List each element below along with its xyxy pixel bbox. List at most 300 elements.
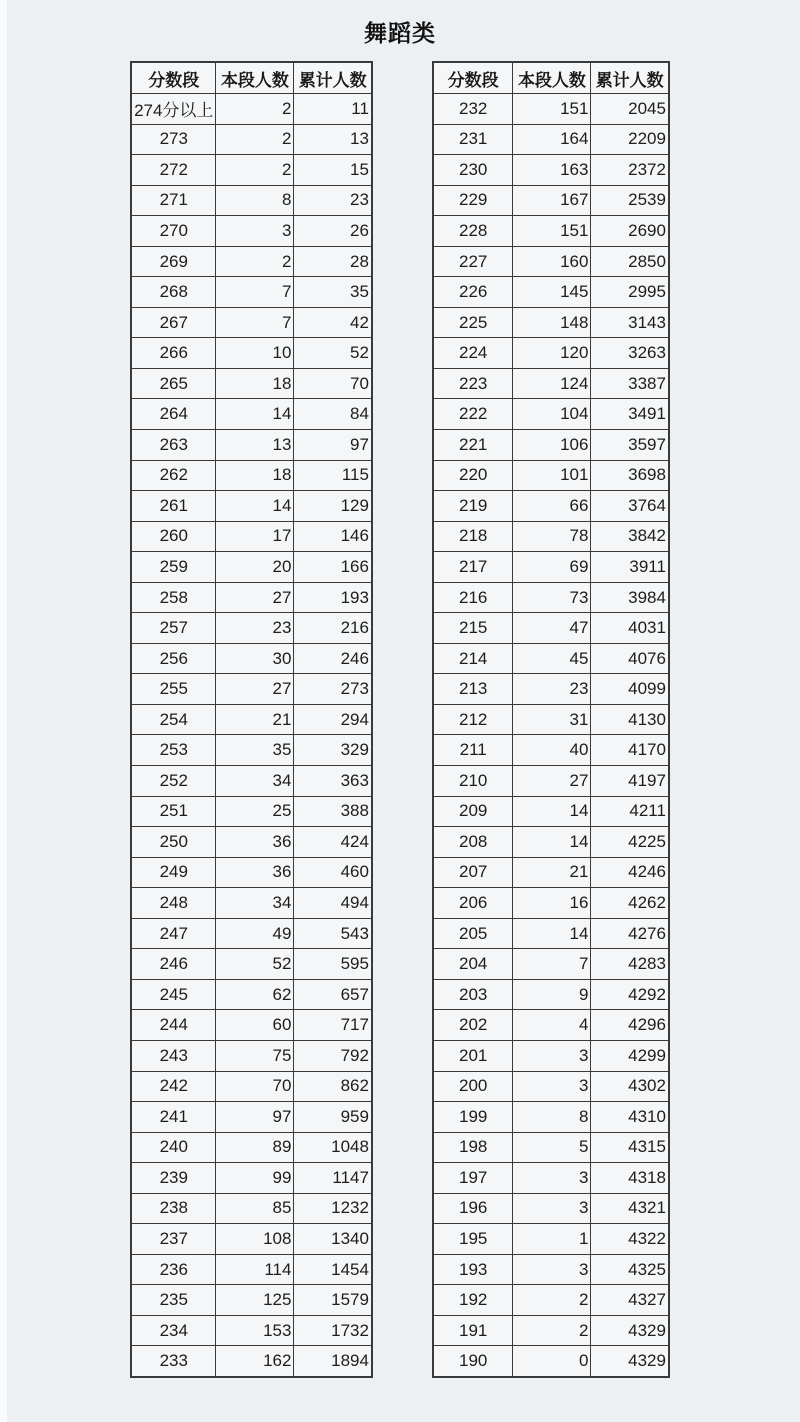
score-cell: 201 xyxy=(433,1040,513,1071)
table-row xyxy=(131,1071,372,1102)
score-cell: 264 xyxy=(131,399,216,430)
cumulative-count-cell: 4130 xyxy=(591,704,669,735)
segment-count-cell: 151 xyxy=(513,94,591,125)
table-row xyxy=(131,216,372,247)
table-row xyxy=(433,796,669,827)
score-cell: 256 xyxy=(131,643,216,674)
cumulative-count-cell: 2995 xyxy=(591,277,669,308)
segment-count-cell: 23 xyxy=(513,674,591,705)
score-cell: 240 xyxy=(131,1132,216,1163)
segment-count-cell: 31 xyxy=(513,704,591,735)
score-cell: 257 xyxy=(131,613,216,644)
cumulative-count-cell: 3387 xyxy=(591,368,669,399)
score-cell: 220 xyxy=(433,460,513,491)
score-cell: 204 xyxy=(433,949,513,980)
table-row xyxy=(131,888,372,919)
table-row xyxy=(131,430,372,461)
score-cell: 261 xyxy=(131,491,216,522)
score-cell: 247 xyxy=(131,918,216,949)
segment-count-cell: 23 xyxy=(216,613,294,644)
score-cell: 214 xyxy=(433,643,513,674)
cumulative-count-cell: 4211 xyxy=(591,796,669,827)
table-row xyxy=(433,1163,669,1194)
score-cell: 248 xyxy=(131,888,216,919)
table-row xyxy=(433,94,669,125)
table-row xyxy=(433,338,669,369)
segment-count-cell: 1 xyxy=(513,1224,591,1255)
cumulative-count-cell: 4322 xyxy=(591,1224,669,1255)
table-row xyxy=(433,277,669,308)
segment-count-cell: 36 xyxy=(216,857,294,888)
cumulative-count-cell: 4262 xyxy=(591,888,669,919)
score-cell: 242 xyxy=(131,1071,216,1102)
segment-count-cell: 14 xyxy=(513,918,591,949)
segment-count-cell: 167 xyxy=(513,185,591,216)
score-cell: 209 xyxy=(433,796,513,827)
score-cell: 224 xyxy=(433,338,513,369)
score-cell: 274分以上 xyxy=(131,94,216,125)
table-row xyxy=(131,735,372,766)
score-cell: 252 xyxy=(131,766,216,797)
segment-count-cell: 52 xyxy=(216,949,294,980)
segment-count-cell: 27 xyxy=(216,582,294,613)
column-header: 累计人数 xyxy=(591,62,669,94)
score-cell: 235 xyxy=(131,1285,216,1316)
cumulative-count-cell: 4302 xyxy=(591,1071,669,1102)
cumulative-count-cell: 460 xyxy=(294,857,372,888)
score-cell: 265 xyxy=(131,368,216,399)
header-row xyxy=(131,62,372,94)
cumulative-count-cell: 246 xyxy=(294,643,372,674)
score-cell: 267 xyxy=(131,307,216,338)
segment-count-cell: 49 xyxy=(216,918,294,949)
segment-count-cell: 2 xyxy=(513,1285,591,1316)
cumulative-count-cell: 1894 xyxy=(294,1346,372,1377)
cumulative-count-cell: 1147 xyxy=(294,1163,372,1194)
table-row xyxy=(433,1285,669,1316)
cumulative-count-cell: 2372 xyxy=(591,155,669,186)
segment-count-cell: 148 xyxy=(513,307,591,338)
table-row xyxy=(131,1315,372,1346)
table-row xyxy=(433,460,669,491)
score-cell: 258 xyxy=(131,582,216,613)
cumulative-count-cell: 146 xyxy=(294,521,372,552)
segment-count-cell: 3 xyxy=(513,1040,591,1071)
segment-count-cell: 18 xyxy=(216,368,294,399)
segment-count-cell: 10 xyxy=(216,338,294,369)
segment-count-cell: 20 xyxy=(216,552,294,583)
cumulative-count-cell: 329 xyxy=(294,735,372,766)
segment-count-cell: 106 xyxy=(513,430,591,461)
score-cell: 255 xyxy=(131,674,216,705)
cumulative-count-cell: 3984 xyxy=(591,582,669,613)
column-header: 分数段 xyxy=(131,62,216,94)
score-cell: 232 xyxy=(433,94,513,125)
table-row xyxy=(433,216,669,247)
score-cell: 193 xyxy=(433,1254,513,1285)
segment-count-cell: 73 xyxy=(513,582,591,613)
cumulative-count-cell: 4170 xyxy=(591,735,669,766)
score-cell: 260 xyxy=(131,521,216,552)
table-row xyxy=(433,491,669,522)
segment-count-cell: 97 xyxy=(216,1102,294,1133)
table-row xyxy=(131,1193,372,1224)
segment-count-cell: 5 xyxy=(513,1132,591,1163)
score-cell: 216 xyxy=(433,582,513,613)
table-row xyxy=(433,674,669,705)
score-table-right xyxy=(432,61,670,1378)
segment-count-cell: 7 xyxy=(513,949,591,980)
table-row xyxy=(131,766,372,797)
cumulative-count-cell: 1048 xyxy=(294,1132,372,1163)
cumulative-count-cell: 4276 xyxy=(591,918,669,949)
cumulative-count-cell: 4329 xyxy=(591,1315,669,1346)
table-row xyxy=(433,1224,669,1255)
cumulative-count-cell: 294 xyxy=(294,704,372,735)
cumulative-count-cell: 97 xyxy=(294,430,372,461)
segment-count-cell: 14 xyxy=(216,399,294,430)
cumulative-count-cell: 2045 xyxy=(591,94,669,125)
cumulative-count-cell: 1340 xyxy=(294,1224,372,1255)
score-cell: 217 xyxy=(433,552,513,583)
segment-count-cell: 16 xyxy=(513,888,591,919)
score-cell: 237 xyxy=(131,1224,216,1255)
cumulative-count-cell: 115 xyxy=(294,460,372,491)
segment-count-cell: 34 xyxy=(216,888,294,919)
segment-count-cell: 4 xyxy=(513,1010,591,1041)
score-cell: 268 xyxy=(131,277,216,308)
score-cell: 262 xyxy=(131,460,216,491)
score-cell: 198 xyxy=(433,1132,513,1163)
table-row xyxy=(433,704,669,735)
cumulative-count-cell: 3764 xyxy=(591,491,669,522)
segment-count-cell: 124 xyxy=(513,368,591,399)
table-row xyxy=(433,399,669,430)
table-row xyxy=(433,888,669,919)
segment-count-cell: 75 xyxy=(216,1040,294,1071)
score-cell: 190 xyxy=(433,1346,513,1377)
score-cell: 218 xyxy=(433,521,513,552)
cumulative-count-cell: 3263 xyxy=(591,338,669,369)
score-cell: 228 xyxy=(433,216,513,247)
table-row xyxy=(131,1254,372,1285)
table-row xyxy=(433,246,669,277)
segment-count-cell: 125 xyxy=(216,1285,294,1316)
cumulative-count-cell: 3911 xyxy=(591,552,669,583)
table-row xyxy=(131,307,372,338)
score-cell: 195 xyxy=(433,1224,513,1255)
score-cell: 250 xyxy=(131,827,216,858)
segment-count-cell: 120 xyxy=(513,338,591,369)
cumulative-count-cell: 4246 xyxy=(591,857,669,888)
cumulative-count-cell: 959 xyxy=(294,1102,372,1133)
cumulative-count-cell: 4031 xyxy=(591,613,669,644)
table-row xyxy=(433,1132,669,1163)
segment-count-cell: 36 xyxy=(216,827,294,858)
tables-container xyxy=(0,61,800,1378)
table-row xyxy=(131,827,372,858)
column-header: 本段人数 xyxy=(216,62,294,94)
cumulative-count-cell: 657 xyxy=(294,979,372,1010)
table-row xyxy=(433,735,669,766)
score-cell: 249 xyxy=(131,857,216,888)
cumulative-count-cell: 166 xyxy=(294,552,372,583)
score-cell: 202 xyxy=(433,1010,513,1041)
segment-count-cell: 3 xyxy=(513,1163,591,1194)
segment-count-cell: 104 xyxy=(513,399,591,430)
score-cell: 236 xyxy=(131,1254,216,1285)
table-row xyxy=(433,1193,669,1224)
table-row xyxy=(433,430,669,461)
table-row xyxy=(131,949,372,980)
score-cell: 244 xyxy=(131,1010,216,1041)
segment-count-cell: 145 xyxy=(513,277,591,308)
column-header: 分数段 xyxy=(433,62,513,94)
segment-count-cell: 21 xyxy=(513,857,591,888)
cumulative-count-cell: 4283 xyxy=(591,949,669,980)
score-cell: 254 xyxy=(131,704,216,735)
segment-count-cell: 89 xyxy=(216,1132,294,1163)
segment-count-cell: 18 xyxy=(216,460,294,491)
segment-count-cell: 69 xyxy=(513,552,591,583)
score-cell: 222 xyxy=(433,399,513,430)
cumulative-count-cell: 273 xyxy=(294,674,372,705)
cumulative-count-cell: 2850 xyxy=(591,246,669,277)
segment-count-cell: 162 xyxy=(216,1346,294,1377)
table-row xyxy=(433,979,669,1010)
segment-count-cell: 27 xyxy=(216,674,294,705)
cumulative-count-cell: 3842 xyxy=(591,521,669,552)
cumulative-count-cell: 4315 xyxy=(591,1132,669,1163)
segment-count-cell: 108 xyxy=(216,1224,294,1255)
cumulative-count-cell: 4329 xyxy=(591,1346,669,1377)
segment-count-cell: 47 xyxy=(513,613,591,644)
cumulative-count-cell: 84 xyxy=(294,399,372,430)
score-cell: 230 xyxy=(433,155,513,186)
table-row xyxy=(131,1132,372,1163)
score-cell: 211 xyxy=(433,735,513,766)
score-cell: 223 xyxy=(433,368,513,399)
cumulative-count-cell: 3597 xyxy=(591,430,669,461)
score-cell: 253 xyxy=(131,735,216,766)
table-row xyxy=(433,1040,669,1071)
score-cell: 271 xyxy=(131,185,216,216)
cumulative-count-cell: 4076 xyxy=(591,643,669,674)
segment-count-cell: 2 xyxy=(216,155,294,186)
cumulative-count-cell: 4321 xyxy=(591,1193,669,1224)
segment-count-cell: 27 xyxy=(513,766,591,797)
cumulative-count-cell: 3143 xyxy=(591,307,669,338)
score-cell: 259 xyxy=(131,552,216,583)
table-row xyxy=(131,1010,372,1041)
segment-count-cell: 60 xyxy=(216,1010,294,1041)
segment-count-cell: 164 xyxy=(513,124,591,155)
table-row xyxy=(433,1346,669,1377)
cumulative-count-cell: 1232 xyxy=(294,1193,372,1224)
cumulative-count-cell: 4318 xyxy=(591,1163,669,1194)
table-row xyxy=(131,399,372,430)
score-cell: 270 xyxy=(131,216,216,247)
score-cell: 269 xyxy=(131,246,216,277)
cumulative-count-cell: 129 xyxy=(294,491,372,522)
score-cell: 208 xyxy=(433,827,513,858)
cumulative-count-cell: 3698 xyxy=(591,460,669,491)
segment-count-cell: 114 xyxy=(216,1254,294,1285)
table-row xyxy=(131,918,372,949)
segment-count-cell: 3 xyxy=(513,1071,591,1102)
segment-count-cell: 163 xyxy=(513,155,591,186)
cumulative-count-cell: 193 xyxy=(294,582,372,613)
score-cell: 203 xyxy=(433,979,513,1010)
table-row xyxy=(433,918,669,949)
score-cell: 225 xyxy=(433,307,513,338)
segment-count-cell: 101 xyxy=(513,460,591,491)
segment-count-cell: 25 xyxy=(216,796,294,827)
cumulative-count-cell: 4310 xyxy=(591,1102,669,1133)
column-header: 累计人数 xyxy=(294,62,372,94)
score-cell: 212 xyxy=(433,704,513,735)
cumulative-count-cell: 4099 xyxy=(591,674,669,705)
cumulative-count-cell: 2690 xyxy=(591,216,669,247)
score-cell: 219 xyxy=(433,491,513,522)
cumulative-count-cell: 424 xyxy=(294,827,372,858)
table-row xyxy=(131,643,372,674)
cumulative-count-cell: 1454 xyxy=(294,1254,372,1285)
segment-count-cell: 0 xyxy=(513,1346,591,1377)
table-row xyxy=(433,1102,669,1133)
table-row xyxy=(433,552,669,583)
table-row xyxy=(131,582,372,613)
table-row xyxy=(433,155,669,186)
cumulative-count-cell: 216 xyxy=(294,613,372,644)
segment-count-cell: 3 xyxy=(513,1254,591,1285)
segment-count-cell: 21 xyxy=(216,704,294,735)
score-cell: 251 xyxy=(131,796,216,827)
score-cell: 239 xyxy=(131,1163,216,1194)
cumulative-count-cell: 70 xyxy=(294,368,372,399)
segment-count-cell: 160 xyxy=(513,246,591,277)
cumulative-count-cell: 3491 xyxy=(591,399,669,430)
score-cell: 234 xyxy=(131,1315,216,1346)
segment-count-cell: 3 xyxy=(216,216,294,247)
score-table-left xyxy=(130,61,373,1378)
segment-count-cell: 2 xyxy=(513,1315,591,1346)
score-cell: 205 xyxy=(433,918,513,949)
table-row xyxy=(131,277,372,308)
table-row xyxy=(433,1254,669,1285)
table-row xyxy=(131,124,372,155)
table-row xyxy=(131,552,372,583)
cumulative-count-cell: 595 xyxy=(294,949,372,980)
table-row xyxy=(131,521,372,552)
table-row xyxy=(131,338,372,369)
segment-count-cell: 45 xyxy=(513,643,591,674)
segment-count-cell: 99 xyxy=(216,1163,294,1194)
table-row xyxy=(131,185,372,216)
score-cell: 213 xyxy=(433,674,513,705)
score-cell: 191 xyxy=(433,1315,513,1346)
score-cell: 231 xyxy=(433,124,513,155)
cumulative-count-cell: 42 xyxy=(294,307,372,338)
cumulative-count-cell: 388 xyxy=(294,796,372,827)
score-cell: 246 xyxy=(131,949,216,980)
score-cell: 221 xyxy=(433,430,513,461)
cumulative-count-cell: 28 xyxy=(294,246,372,277)
table-row xyxy=(131,857,372,888)
score-cell: 206 xyxy=(433,888,513,919)
cumulative-count-cell: 35 xyxy=(294,277,372,308)
segment-count-cell: 7 xyxy=(216,277,294,308)
cumulative-count-cell: 4299 xyxy=(591,1040,669,1071)
cumulative-count-cell: 1579 xyxy=(294,1285,372,1316)
score-cell: 233 xyxy=(131,1346,216,1377)
table-row xyxy=(131,246,372,277)
table-row xyxy=(433,1315,669,1346)
segment-count-cell: 13 xyxy=(216,430,294,461)
score-cell: 226 xyxy=(433,277,513,308)
table-row xyxy=(433,1010,669,1041)
segment-count-cell: 17 xyxy=(216,521,294,552)
table-row xyxy=(433,643,669,674)
segment-count-cell: 8 xyxy=(216,185,294,216)
cumulative-count-cell: 15 xyxy=(294,155,372,186)
cumulative-count-cell: 11 xyxy=(294,94,372,125)
segment-count-cell: 14 xyxy=(513,796,591,827)
table-row xyxy=(433,949,669,980)
table-row xyxy=(433,857,669,888)
score-cell: 243 xyxy=(131,1040,216,1071)
cumulative-count-cell: 4327 xyxy=(591,1285,669,1316)
segment-count-cell: 14 xyxy=(513,827,591,858)
table-row xyxy=(131,94,372,125)
segment-count-cell: 151 xyxy=(513,216,591,247)
table-row xyxy=(131,796,372,827)
table-row xyxy=(131,1346,372,1377)
segment-count-cell: 2 xyxy=(216,94,294,125)
cumulative-count-cell: 363 xyxy=(294,766,372,797)
table-row xyxy=(131,1224,372,1255)
score-cell: 266 xyxy=(131,338,216,369)
segment-count-cell: 34 xyxy=(216,766,294,797)
page-edge xyxy=(0,0,7,1422)
score-cell: 192 xyxy=(433,1285,513,1316)
cumulative-count-cell: 4292 xyxy=(591,979,669,1010)
score-cell: 263 xyxy=(131,430,216,461)
cumulative-count-cell: 717 xyxy=(294,1010,372,1041)
score-cell: 210 xyxy=(433,766,513,797)
score-cell: 215 xyxy=(433,613,513,644)
segment-count-cell: 66 xyxy=(513,491,591,522)
table-row xyxy=(433,582,669,613)
cumulative-count-cell: 4197 xyxy=(591,766,669,797)
cumulative-count-cell: 543 xyxy=(294,918,372,949)
score-cell: 229 xyxy=(433,185,513,216)
cumulative-count-cell: 792 xyxy=(294,1040,372,1071)
table-row xyxy=(131,674,372,705)
page-title: 舞蹈类 xyxy=(364,20,436,46)
cumulative-count-cell: 4325 xyxy=(591,1254,669,1285)
table-row xyxy=(433,368,669,399)
score-cell: 272 xyxy=(131,155,216,186)
segment-count-cell: 9 xyxy=(513,979,591,1010)
segment-count-cell: 78 xyxy=(513,521,591,552)
segment-count-cell: 35 xyxy=(216,735,294,766)
score-cell: 196 xyxy=(433,1193,513,1224)
segment-count-cell: 8 xyxy=(513,1102,591,1133)
cumulative-count-cell: 862 xyxy=(294,1071,372,1102)
score-cell: 207 xyxy=(433,857,513,888)
column-header: 本段人数 xyxy=(513,62,591,94)
